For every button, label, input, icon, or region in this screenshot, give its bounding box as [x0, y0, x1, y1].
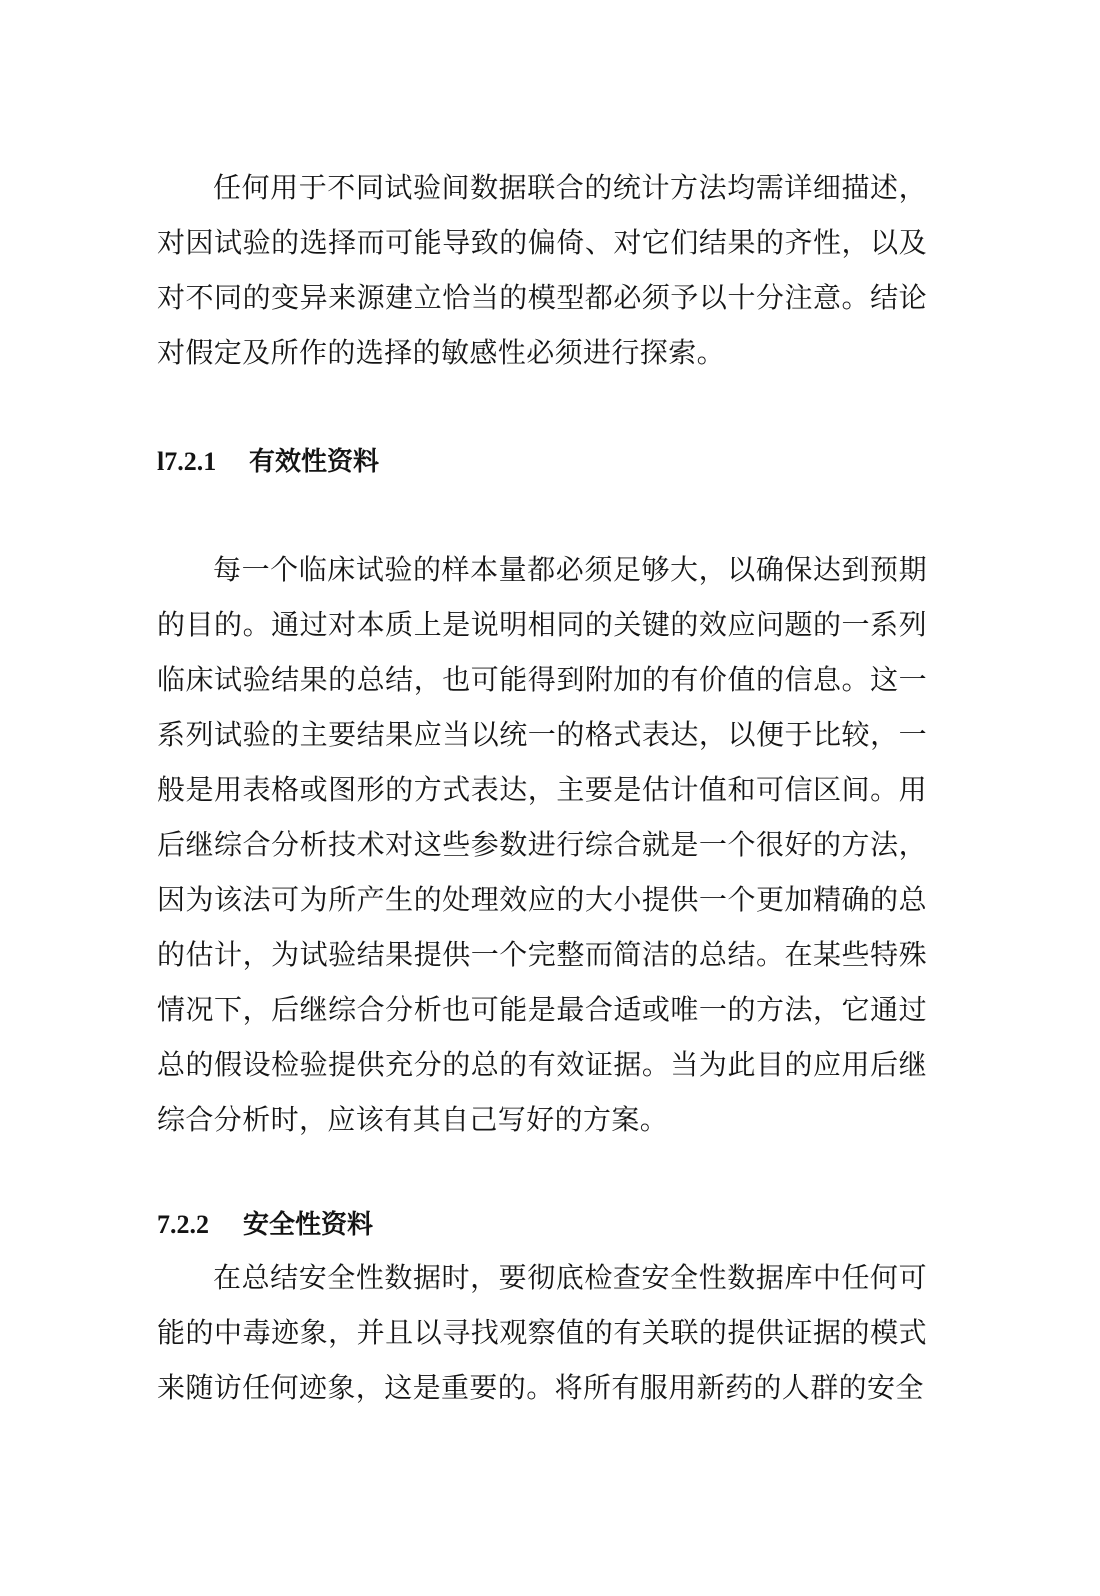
efficacy-paragraph: 每一个临床试验的样本量都必须足够大，以确保达到预期的目的。通过对本质上是说明相同的关键的效应问题的一系列临床试验结果的总结，也可能得到附加的有价值的信息。这一系列试验的主要结果应当以统一的格式表达，以便于比较，一般是用表格或图形的方式表达，主要是估计值和可信区间。用后继综合分析技术对这些参数进行综合就是一个很好的方法，因为该法可为所产生的处理效应的大小提供一个更加精确的总的估计，为试验结果提供一个完整而简洁的总结。在某些特殊情况下，后继综合分析也可能是最合适或唯一的方法，它通过总的假设检验提供充分的总的有效证据。当为此目的应用后继综合分析时，应该有其自己写好的方案。	[157, 553, 927, 1136]
section-title: 安全性资料	[243, 1210, 374, 1240]
section-title: 有效性资料	[249, 447, 380, 477]
section-heading-safety	[157, 1205, 373, 1245]
intro-paragraph: 任何用于不同试验间数据联合的统计方法均需详细描述，对因试验的选择而可能导致的偏倚、对它们结果的齐性，以及对不同的变异来源建立恰当的模型都必须予以十分注意。结论对假定及所作的选择的敏感性必须进行探索。	[157, 171, 927, 369]
safety-paragraph: 在总结安全性数据时，要彻底检查安全性数据库中任何可能的中毒迹象，并且以寻找观察值的有关联的提供证据的模式来随访任何迹象，这是重要的。将所有服用新药的人群的安全	[157, 1261, 927, 1404]
section-heading-efficacy	[157, 442, 379, 482]
section-number: 7.2.2	[157, 1210, 209, 1239]
section-number: l7.2.1	[157, 447, 217, 476]
